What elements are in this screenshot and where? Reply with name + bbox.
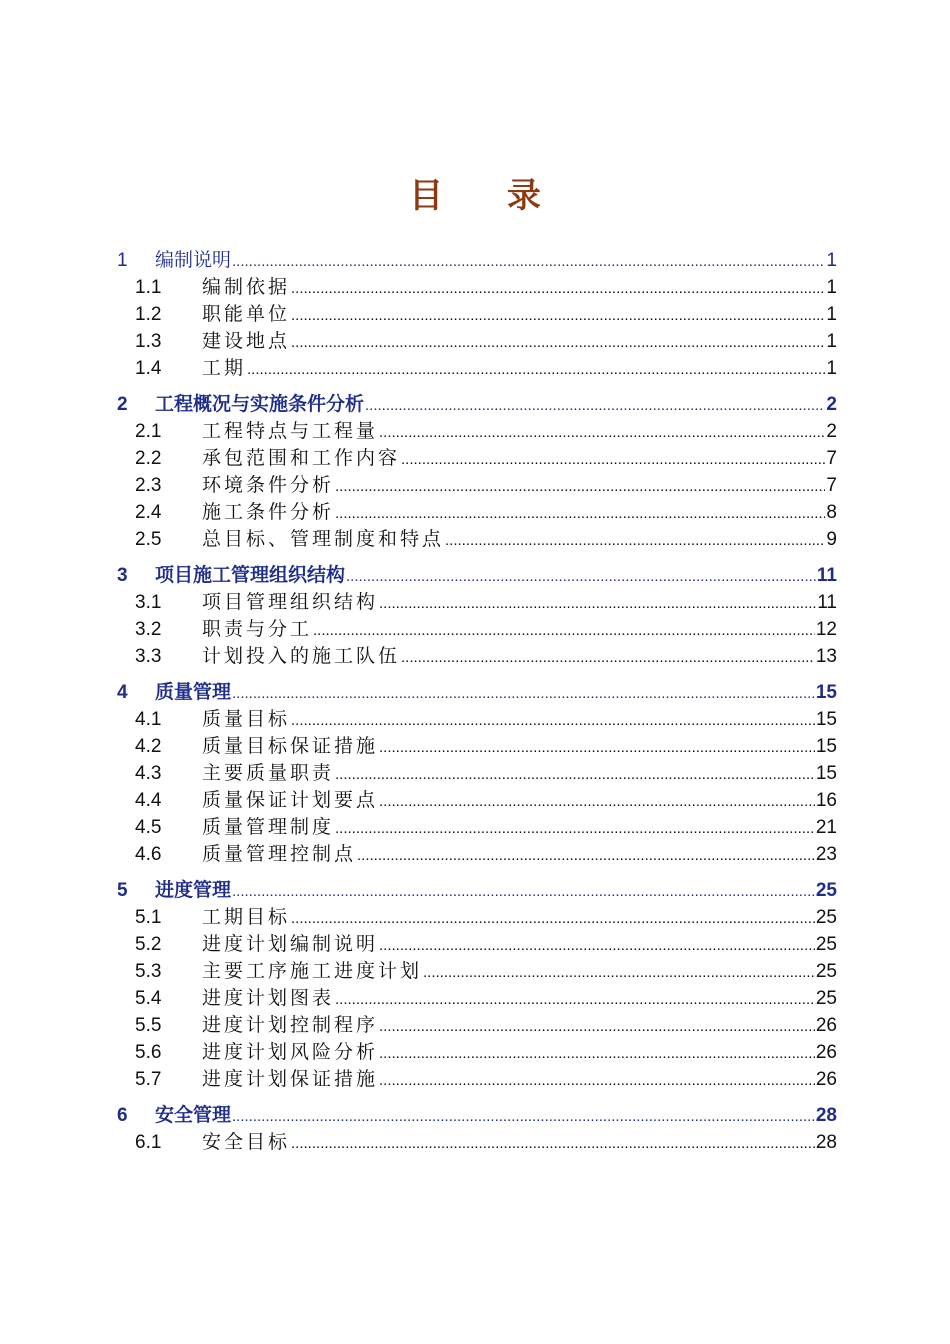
- toc-dot-leader: [379, 1013, 815, 1040]
- toc-dot-leader: [379, 419, 825, 446]
- toc-entry-number: 3.3: [135, 646, 162, 667]
- toc-dot-leader: [291, 905, 815, 932]
- toc-entry-number: 2.3: [135, 475, 162, 496]
- toc-chapter-entry[interactable]: [115, 390, 837, 418]
- toc-entry-page-number: 25: [815, 988, 837, 1009]
- toc-dot-leader: [445, 527, 825, 554]
- toc-entry-number: 5.5: [135, 1015, 162, 1036]
- toc-title: 目 录: [409, 176, 567, 216]
- toc-entry-title: 施工条件分析: [202, 501, 335, 523]
- toc-entry-number: 4.6: [135, 844, 162, 865]
- toc-entry-page-number: 25: [815, 907, 837, 928]
- toc-entry-title: 总目标、管理制度和特点: [202, 528, 445, 550]
- toc-section-entry[interactable]: [115, 445, 837, 472]
- toc-section-entry[interactable]: [115, 814, 837, 841]
- toc-entry-page-number: 11: [816, 565, 837, 586]
- toc-entry-number: 4.3: [135, 763, 162, 784]
- toc-section-entry[interactable]: [115, 643, 837, 670]
- toc-entry-title: 项目管理组织结构: [202, 591, 379, 613]
- toc-entry-title: 承包范围和工作内容: [202, 447, 401, 469]
- toc-entry-title: 进度计划控制程序: [202, 1014, 379, 1036]
- toc-entry-number: 5.2: [135, 934, 162, 955]
- toc-entry-page-number: 21: [815, 817, 837, 838]
- toc-section-entry[interactable]: [115, 355, 837, 382]
- toc-entry-page-number: 23: [815, 844, 837, 865]
- toc-entry-page-number: 26: [815, 1069, 837, 1090]
- toc-section-entry[interactable]: [115, 274, 837, 301]
- toc-entry-number: 1: [117, 250, 128, 271]
- toc-entry-page-number: 8: [826, 502, 837, 523]
- toc-dot-leader: [379, 590, 816, 617]
- toc-dot-leader: [291, 329, 825, 356]
- toc-entry-number: 4.4: [135, 790, 162, 811]
- toc-entry-title: 建设地点: [202, 330, 291, 352]
- table-of-contents: [115, 246, 837, 1156]
- toc-section-entry[interactable]: [115, 526, 837, 553]
- toc-entry-page-number: 15: [815, 736, 837, 757]
- toc-entry-number: 1.3: [135, 331, 162, 352]
- toc-dot-leader: [335, 986, 815, 1013]
- toc-entry-title: 进度计划图表: [202, 987, 335, 1009]
- toc-dot-leader: [335, 473, 825, 500]
- toc-entry-title: 主要工序施工进度计划: [202, 960, 423, 982]
- toc-entry-title: 进度计划保证措施: [202, 1068, 379, 1090]
- toc-entry-number: 2.1: [135, 421, 162, 442]
- toc-chapter-entry[interactable]: [115, 246, 837, 274]
- toc-entry-number: 5.3: [135, 961, 162, 982]
- toc-dot-leader: [313, 617, 815, 644]
- toc-entry-page-number: 26: [815, 1015, 837, 1036]
- toc-section-entry[interactable]: [115, 1129, 837, 1156]
- toc-entry-page-number: 13: [815, 646, 837, 667]
- toc-entry-page-number: 1: [826, 358, 837, 379]
- toc-entry-number: 5.7: [135, 1069, 162, 1090]
- toc-entry-title: 质量管理控制点: [202, 843, 357, 865]
- toc-dot-leader: [232, 878, 815, 906]
- toc-section-entry[interactable]: [115, 706, 837, 733]
- toc-dot-leader: [232, 248, 825, 276]
- toc-chapter-entry[interactable]: [115, 876, 837, 904]
- toc-entry-title: 计划投入的施工队伍: [202, 645, 401, 667]
- toc-dot-leader: [346, 563, 816, 591]
- toc-entry-title: 质量目标保证措施: [202, 735, 379, 757]
- toc-dot-leader: [232, 680, 815, 708]
- toc-entry-page-number: 1: [826, 331, 837, 352]
- toc-dot-leader: [291, 707, 815, 734]
- toc-entry-page-number: 25: [815, 934, 837, 955]
- toc-section-entry[interactable]: [115, 1012, 837, 1039]
- toc-dot-leader: [423, 959, 815, 986]
- toc-entry-number: 1.2: [135, 304, 162, 325]
- toc-entry-title: 项目施工管理组织结构: [155, 564, 346, 586]
- toc-entry-number: 3.1: [135, 592, 162, 613]
- toc-entry-page-number: 26: [815, 1042, 837, 1063]
- toc-entry-page-number: 7: [826, 448, 837, 469]
- toc-dot-leader: [379, 788, 815, 815]
- toc-entry-number: 1.1: [135, 277, 162, 298]
- toc-entry-title: 安全管理: [155, 1104, 232, 1126]
- toc-dot-leader: [365, 392, 825, 420]
- toc-entry-title: 安全目标: [202, 1131, 291, 1153]
- toc-section-entry[interactable]: [115, 1039, 837, 1066]
- toc-dot-leader: [401, 446, 825, 473]
- toc-section-entry[interactable]: [115, 985, 837, 1012]
- toc-entry-title: 进度计划风险分析: [202, 1041, 379, 1063]
- toc-entry-number: 6.1: [135, 1132, 162, 1153]
- toc-entry-number: 2.5: [135, 529, 162, 550]
- toc-entry-number: 3: [117, 565, 128, 586]
- toc-section-entry[interactable]: [115, 472, 837, 499]
- toc-entry-page-number: 1: [826, 304, 837, 325]
- toc-dot-leader: [335, 815, 815, 842]
- toc-entry-page-number: 28: [815, 1105, 837, 1126]
- toc-chapter-entry[interactable]: [115, 1101, 837, 1129]
- toc-section-entry[interactable]: [115, 418, 837, 445]
- toc-entry-page-number: 25: [815, 961, 837, 982]
- toc-entry-page-number: 15: [815, 763, 837, 784]
- toc-entry-title: 主要质量职责: [202, 762, 335, 784]
- toc-section-entry[interactable]: [115, 787, 837, 814]
- toc-entry-number: 5: [117, 880, 128, 901]
- toc-dot-leader: [379, 1040, 815, 1067]
- toc-entry-page-number: 1: [826, 277, 837, 298]
- toc-entry-title: 编制依据: [202, 276, 291, 298]
- toc-entry-title: 工期: [202, 357, 247, 379]
- toc-entry-title: 环境条件分析: [202, 474, 335, 496]
- toc-entry-page-number: 15: [815, 709, 837, 730]
- toc-entry-page-number: 7: [826, 475, 837, 496]
- toc-entry-number: 5.6: [135, 1042, 162, 1063]
- toc-entry-page-number: 12: [815, 619, 837, 640]
- toc-section-entry[interactable]: [115, 328, 837, 355]
- toc-section-entry[interactable]: [115, 958, 837, 985]
- toc-dot-leader: [335, 500, 825, 527]
- toc-dot-leader: [379, 932, 815, 959]
- toc-section-entry[interactable]: [115, 904, 837, 931]
- toc-dot-leader: [379, 1067, 815, 1094]
- toc-entry-page-number: 28: [815, 1132, 837, 1153]
- toc-dot-leader: [379, 734, 815, 761]
- toc-dot-leader: [291, 1130, 815, 1157]
- toc-chapter-entry[interactable]: [115, 678, 837, 706]
- toc-entry-number: 5.4: [135, 988, 162, 1009]
- toc-entry-title: 职能单位: [202, 303, 291, 325]
- toc-section-entry[interactable]: [115, 301, 837, 328]
- toc-entry-page-number: 15: [815, 682, 837, 703]
- toc-entry-number: 2.4: [135, 502, 162, 523]
- toc-entry-title: 工期目标: [202, 906, 291, 928]
- toc-entry-title: 质量管理: [155, 681, 232, 703]
- toc-entry-page-number: 1: [826, 250, 837, 271]
- toc-entry-number: 5.1: [135, 907, 162, 928]
- toc-entry-title: 工程特点与工程量: [202, 420, 379, 442]
- toc-section-entry[interactable]: [115, 841, 837, 868]
- toc-entry-title: 职责与分工: [202, 618, 313, 640]
- toc-entry-title: 质量保证计划要点: [202, 789, 379, 811]
- toc-entry-number: 1.4: [135, 358, 162, 379]
- toc-entry-page-number: 2: [826, 421, 837, 442]
- toc-entry-title: 编制说明: [155, 249, 232, 271]
- toc-dot-leader: [291, 275, 825, 302]
- toc-section-entry[interactable]: [115, 1066, 837, 1093]
- toc-dot-leader: [357, 842, 815, 869]
- toc-entry-number: 2.2: [135, 448, 162, 469]
- toc-entry-title: 进度管理: [155, 879, 232, 901]
- toc-entry-title: 进度计划编制说明: [202, 933, 379, 955]
- toc-dot-leader: [291, 302, 825, 329]
- toc-entry-number: 2: [117, 394, 128, 415]
- toc-entry-number: 6: [117, 1105, 128, 1126]
- toc-dot-leader: [247, 356, 825, 383]
- toc-entry-page-number: 16: [815, 790, 837, 811]
- toc-entry-number: 4.2: [135, 736, 162, 757]
- toc-section-entry[interactable]: [115, 760, 837, 787]
- toc-entry-page-number: 25: [815, 880, 837, 901]
- toc-entry-number: 3.2: [135, 619, 162, 640]
- toc-entry-title: 质量目标: [202, 708, 291, 730]
- toc-section-entry[interactable]: [115, 733, 837, 760]
- toc-entry-page-number: 9: [826, 529, 837, 550]
- toc-chapter-entry[interactable]: [115, 561, 837, 589]
- toc-entry-title: 工程概况与实施条件分析: [155, 393, 365, 415]
- toc-entry-title: 质量管理制度: [202, 816, 335, 838]
- toc-entry-number: 4: [117, 682, 128, 703]
- toc-entry-page-number: 11: [817, 592, 837, 613]
- toc-entry-page-number: 2: [826, 394, 837, 415]
- toc-dot-leader: [232, 1103, 815, 1131]
- toc-section-entry[interactable]: [115, 499, 837, 526]
- toc-dot-leader: [401, 644, 815, 671]
- toc-section-entry[interactable]: [115, 931, 837, 958]
- toc-section-entry[interactable]: [115, 616, 837, 643]
- toc-entry-number: 4.5: [135, 817, 162, 838]
- toc-entry-number: 4.1: [135, 709, 162, 730]
- toc-dot-leader: [335, 761, 815, 788]
- toc-section-entry[interactable]: [115, 589, 837, 616]
